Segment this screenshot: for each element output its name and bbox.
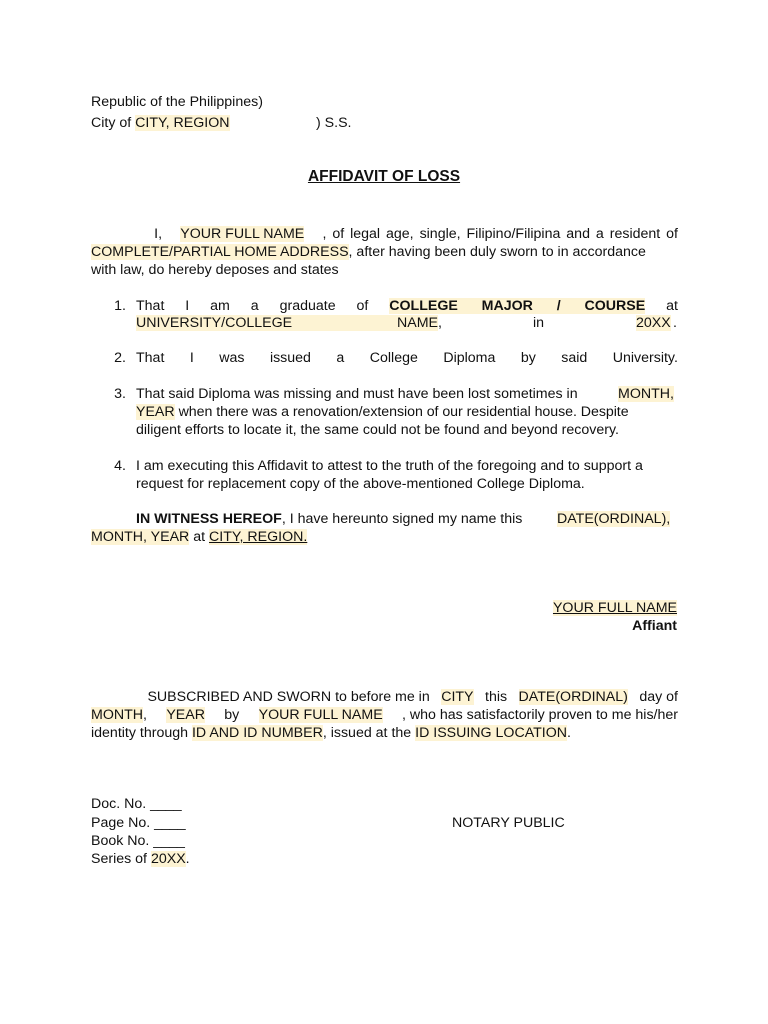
item-3-text: when there was a renovation/extension of our residential house. Despite bbox=[178, 404, 629, 420]
page-no: Page No. ____ bbox=[91, 815, 186, 831]
signature-block bbox=[553, 600, 677, 616]
item-2-word: Diploma bbox=[443, 350, 496, 366]
signature-name: YOUR FULL NAME bbox=[552, 600, 677, 616]
intro-text-2: , after having been duly sworn to in accordance bbox=[348, 244, 646, 260]
item-1-in: in bbox=[533, 315, 545, 331]
item-2-word: I bbox=[189, 350, 194, 366]
month-field: MONTH, bbox=[618, 386, 674, 402]
jurat-city-field: CITY bbox=[441, 689, 474, 705]
item-2-word: said bbox=[561, 350, 588, 366]
year-field: 20XX bbox=[636, 315, 671, 331]
jurat-id-field: ID AND ID NUMBER bbox=[191, 725, 323, 741]
item-2-word: University. bbox=[612, 350, 678, 366]
witness-place-field: CITY, REGION. bbox=[209, 529, 308, 545]
document-title: AFFIDAVIT OF LOSS bbox=[307, 168, 461, 185]
intro-line-1 bbox=[91, 226, 678, 242]
jurat-text: SUBSCRIBED AND SWORN to before me in bbox=[147, 689, 430, 705]
witness-line-1 bbox=[136, 511, 522, 527]
university-word: UNIVERSITY/COLLEGE bbox=[136, 315, 293, 331]
item-2-word: issued bbox=[269, 350, 311, 366]
series-year-field: 20XX bbox=[150, 851, 186, 867]
item-1-dot: . bbox=[673, 315, 677, 331]
witness-line-2 bbox=[91, 529, 307, 545]
jurat-line-3 bbox=[91, 725, 571, 741]
jurat-text: , bbox=[143, 707, 147, 723]
notary-public: NOTARY PUBLIC bbox=[452, 815, 565, 831]
item-3-line-1 bbox=[136, 386, 578, 402]
jurat-line-1 bbox=[91, 689, 678, 705]
item-1-word: I bbox=[185, 298, 190, 314]
series-prefix: Series of bbox=[91, 851, 147, 867]
jurat-location-field: ID ISSUING LOCATION bbox=[415, 725, 568, 741]
header-city-line bbox=[91, 115, 230, 131]
series-suffix: . bbox=[185, 851, 190, 867]
item-3-number: 3. bbox=[114, 386, 126, 402]
course-word: MAJOR bbox=[481, 298, 533, 314]
jurat-month-field: MONTH bbox=[91, 707, 144, 723]
city-region-field: CITY, REGION bbox=[135, 115, 230, 131]
course-field bbox=[389, 298, 645, 314]
course-word: COURSE bbox=[584, 298, 646, 314]
jurat-text: identity through bbox=[91, 725, 189, 741]
witness-at: at bbox=[193, 529, 206, 545]
jurat-line-2 bbox=[91, 707, 678, 723]
item-2-word: That bbox=[136, 350, 165, 366]
book-no: Book No. ____ bbox=[91, 833, 185, 849]
year-field-2: YEAR bbox=[136, 404, 175, 420]
item-1-word: of bbox=[356, 298, 369, 314]
item-1-word: graduate bbox=[279, 298, 336, 314]
item-3-line-3: diligent efforts to locate it, the same could not be found and beyond recovery. bbox=[136, 422, 619, 438]
witness-monthyear-field: MONTH, YEAR bbox=[91, 529, 190, 545]
jurat-text: day of bbox=[639, 689, 678, 705]
course-word: / bbox=[556, 298, 561, 314]
witness-bold: IN WITNESS HEREOF bbox=[136, 511, 282, 527]
signature-role: Affiant bbox=[632, 618, 677, 634]
intro-line-3: with law, do hereby deposes and states bbox=[91, 262, 339, 278]
header-city-prefix: City of bbox=[91, 115, 132, 131]
home-address-field: COMPLETE/PARTIAL HOME ADDRESS bbox=[91, 244, 349, 260]
item-1-line-2 bbox=[136, 315, 678, 332]
item-2-line bbox=[136, 350, 678, 366]
jurat-text: this bbox=[485, 689, 508, 705]
item-2-word: by bbox=[520, 350, 536, 366]
item-3-line-2 bbox=[136, 404, 678, 420]
item-2-word: a bbox=[336, 350, 345, 366]
item-1-number: 1. bbox=[114, 298, 126, 314]
item-3-text: That said Diploma was missing and must have been lost sometimes in bbox=[136, 386, 578, 402]
item-4-number: 4. bbox=[114, 458, 126, 474]
item-4-line-2: request for replacement copy of the above-mentioned College Diploma. bbox=[136, 476, 585, 492]
series-line bbox=[91, 851, 190, 867]
full-name-field: YOUR FULL NAME bbox=[180, 226, 305, 242]
witness-text: , I have hereunto signed my name this bbox=[281, 511, 523, 527]
item-2-number: 2. bbox=[114, 350, 126, 366]
jurat-name-field: YOUR FULL NAME bbox=[258, 707, 383, 723]
intro-i: I, bbox=[154, 226, 163, 242]
header-ss: ) S.S. bbox=[316, 115, 352, 131]
university-word: NAME bbox=[397, 315, 438, 331]
item-4-line-1: I am executing this Affidavit to attest to the truth of the foregoing and to support a bbox=[136, 458, 643, 474]
item-1-word: a bbox=[250, 298, 259, 314]
course-word: COLLEGE bbox=[389, 298, 458, 314]
doc-no: Doc. No. ____ bbox=[91, 796, 182, 812]
item-1-word: am bbox=[210, 298, 230, 314]
item-1-word: That bbox=[136, 298, 165, 314]
university-field bbox=[136, 315, 438, 331]
witness-date-field: DATE(ORDINAL), bbox=[557, 511, 671, 527]
intro-text-1: , of legal age, single, Filipino/Filipina and a resident of bbox=[322, 226, 678, 242]
jurat-text: by bbox=[224, 707, 240, 723]
item-2-word: was bbox=[219, 350, 245, 366]
item-1-line-1 bbox=[136, 298, 678, 314]
jurat-text: , who has satisfactorily proven to me his/her bbox=[402, 707, 678, 723]
jurat-year-field: YEAR bbox=[166, 707, 205, 723]
item-1-word: at bbox=[666, 298, 678, 314]
header-republic: Republic of the Philippines) bbox=[91, 94, 263, 110]
item-1-comma: , bbox=[438, 315, 442, 331]
jurat-text: , issued at the bbox=[322, 725, 412, 741]
item-2-word: College bbox=[369, 350, 418, 366]
intro-line-2 bbox=[91, 244, 646, 260]
jurat-text: . bbox=[567, 725, 571, 741]
jurat-date-field: DATE(ORDINAL) bbox=[518, 689, 628, 705]
